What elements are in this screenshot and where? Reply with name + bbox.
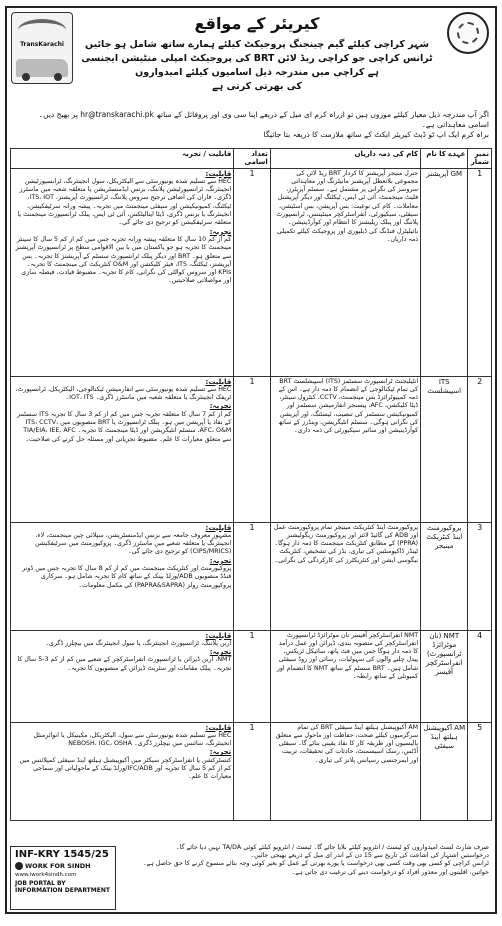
reference-number: INF-KRY 1545/25 bbox=[15, 849, 109, 860]
experience-label: تجربہ: bbox=[209, 556, 232, 565]
header-qualification: قابلیت / تجربہ bbox=[11, 149, 234, 169]
qualification-label: قابلیت: bbox=[205, 631, 232, 640]
intro-line: اگر آپ مندرجہ ذیل معیار کیلئے موزوں ہیں تو ازراہ کرم ای میل کے ذریعے اپنا سی وی اور پروفائل کے ساتھ hr@transkarachi.pk پر بھیج دیں۔ bbox=[38, 110, 489, 119]
table-row bbox=[11, 376, 492, 522]
header-count: تعداد اسامی bbox=[234, 149, 271, 169]
table-header-row bbox=[11, 149, 492, 169]
department-line: INFORMATION DEPARTMENT bbox=[15, 887, 110, 894]
table-row bbox=[11, 168, 492, 376]
table-row bbox=[11, 522, 492, 630]
note-line: خواتین، اقلیتوں اور معذور افراد کو درخواست دینے کی ترغیب دی جاتی ہے۔ bbox=[291, 868, 489, 876]
experience-text: پروکیورمنٹ اور کنٹریکٹ مینجمنٹ میں کم از کم 8 سال کا تجربہ جس میں ڈونر فنڈڈ منصوبوں ADB/ورلڈ بینک کے ساتھ کام کا تجربہ شامل ہو۔ سرکاری پروکیورمنٹ رولز (PAPRA&SAPRA) کی مکمل معلومات۔ bbox=[22, 565, 232, 589]
post-cell: ITS اسپیشلسٹ bbox=[421, 376, 468, 522]
logo-name: TransKarachi bbox=[20, 41, 64, 48]
experience-label: تجربہ: bbox=[209, 648, 232, 657]
government-seal-icon bbox=[447, 12, 489, 54]
work-for-sindh-label: WORK FOR SINDH bbox=[25, 862, 91, 870]
logo-wing-shape bbox=[18, 19, 66, 41]
qualification-label: قابلیت: bbox=[205, 377, 232, 386]
portal-link[interactable]: www.iwork4sindh.com bbox=[15, 872, 77, 878]
responsibilities-cell: پروکیورمنٹ اینڈ کنٹریکٹ مینیجر تمام پروکیورمنٹ عمل اور ADB کی گائیڈ لائنز اور پروکیورمنٹ ریگولیشنز (PPRA) کے مطابق کنٹریکٹ مینجمنٹ کا ذمہ دار ہوگا۔ ٹینڈر ڈاکیومنٹس کی تیاری، بڈز کی تشخیص، کنٹریکٹ نیگوسی ایشن اور کنٹریکٹرز کی کارکردگی کی نگرانی۔ bbox=[270, 522, 420, 630]
qualification-label: قابلیت: bbox=[205, 523, 232, 532]
work-for-sindh-icon bbox=[15, 862, 23, 870]
qualification-cell bbox=[11, 630, 234, 722]
qualification-text: HEC سے تسلیم شدہ یونیورسٹی سے انفارمیشن ٹیکنالوجی، الیکٹریکل، ٹرانسپورٹ، ٹریفک انجینئرنگ یا متعلقہ شعبہ میں ماسٹرز ڈگری۔ IOT، ITS۔ bbox=[15, 385, 232, 402]
qualification-label: قابلیت: bbox=[205, 723, 232, 732]
qualification-label: قابلیت: bbox=[205, 169, 232, 178]
post-cell: NMT (نان موٹرائزڈ ٹرانسپورٹ) انفراسٹرکچر آفیسر bbox=[421, 630, 468, 722]
responsibilities-cell: NMT انفراسٹرکچر آفیسر نان موٹرائزڈ ٹرانسپورٹ انفراسٹرکچر کی منصوبہ بندی، ڈیزائن اور عمل درآمد کا ذمہ دار ہوگا جس میں فٹ پاتھ، سائیکل ٹریکس، پیدل چلنے والوں کی سہولیات، رسائی اور روڈ سیفٹی شامل ہیں۔ BRT سسٹم کے ساتھ NMT کا انضمام اور کمیونٹی کے ساتھ رابطہ۔ bbox=[270, 630, 420, 722]
sno-cell: 2 bbox=[468, 376, 492, 522]
advertisement-page bbox=[5, 6, 497, 914]
sno-cell: 3 bbox=[468, 522, 492, 630]
jobs-table bbox=[10, 148, 492, 821]
count-cell: 1 bbox=[234, 168, 271, 376]
qualification-cell bbox=[11, 376, 234, 522]
transkarachi-logo bbox=[11, 12, 73, 84]
ad-title: کیریئر کے مواقع bbox=[194, 14, 320, 33]
note-line: صرف شارٹ لسٹ امیدواروں کو ٹیسٹ / انٹرویو کیلئے بلایا جائے گا۔ ٹیسٹ / انٹرویو کیلئے کوئی TA/DA نہیں دیا جائے گا۔ bbox=[175, 844, 489, 851]
sno-cell: 1 bbox=[468, 168, 492, 376]
sno-cell: 4 bbox=[468, 630, 492, 722]
ad-header bbox=[7, 8, 495, 108]
post-cell: AM آکیوپیشنل ہیلتھ اینڈ سیفٹی bbox=[421, 722, 468, 820]
department-line: JOB PORTAL BY bbox=[15, 880, 66, 887]
count-cell: 1 bbox=[234, 376, 271, 522]
table-row bbox=[11, 630, 492, 722]
note-line: ٹرانس کراچی کو کسی بھی وقت کسی بھی درخواست یا پورے بھرتی کے عمل کو بغیر کوئی وجہ بتائے منسوخ کرنے کا حق حاصل ہے۔ bbox=[142, 860, 489, 868]
lead-line: ٹرانس کراچی جو کراچی ریڈ لائن BRT کی پروجیکٹ امپلی منٹیشن ایجنسی ہے کراچی میں مندرجہ ذیل اسامیوں کیلئے امیدواروں bbox=[81, 53, 433, 78]
ad-lead bbox=[77, 38, 437, 94]
qualification-cell bbox=[11, 522, 234, 630]
responsibilities-cell: AM آکیوپیشنل ہیلتھ اینڈ سیفٹی BRT کی تمام سرگرمیوں کیلئے صحت، حفاظت اور ماحول سے متعلق پالیسیوں اور طریقہ کار کا نفاذ یقینی بنائے گا۔ سیفٹی آڈٹس، رسک اسیسمنٹ، حادثات کی تحقیقات، تربیت اور ایمرجنسی رسپانس پلانز کی تیاری۔ bbox=[270, 722, 420, 820]
work-for-sindh-badge bbox=[11, 860, 115, 872]
count-cell: 1 bbox=[234, 522, 271, 630]
post-cell: پروکیورمنٹ اینڈ کنٹریکٹ مینیجر bbox=[421, 522, 468, 630]
footer-block bbox=[10, 846, 116, 910]
lead-line: کی بھرتی کرتی ہے bbox=[212, 81, 302, 92]
notes-section bbox=[119, 844, 489, 877]
count-cell: 1 bbox=[234, 630, 271, 722]
qualification-text: اربن پلاننگ، ٹرانسپورٹ انجینئرنگ، یا سول انجینئرنگ میں بیچلرز ڈگری۔ bbox=[45, 639, 232, 647]
header-post: عہدے کا نام bbox=[421, 149, 468, 169]
experience-text: کنسٹرکشن یا انفراسٹرکچر سیکٹر میں آکیوپیشنل ہیلتھ اینڈ سیفٹی کمپلائنس میں کم از کم 5 سال کا تجربہ اور IFC/ADB/ورلڈ بینک کے ماحولیاتی اور سماجی معیارات کا علم۔ bbox=[19, 756, 232, 781]
responsibilities-cell: جنرل منیجر آپریشنز کا کردار BRT ریڈ لائن کی مجموعی بلاتعطل آپریشنز مانیٹرنگ اور معاہداتی سروسز کی نگرانی پر مشتمل ہے۔ سسٹم آپریٹرز، فلیٹ مینجمنٹ، آئی ٹی ایس، ٹیکٹنگ اور دیگر آپریشنل معاملات۔ کام کی نوعیت: بس آپریشن، بس اسٹیشن، سیفٹی، سیکیورٹی، انفراسٹرکچر مینٹیننس، ٹرانسپورٹ پلاننگ اور پبلک ریلیشنز کا انتظام اور کوآرڈینیشن۔ بائیلیٹرل فنڈنگ کی ڈیلیوری اور پروجیکٹ کیلئے تکمیلی ذمہ داریاں۔ bbox=[270, 168, 420, 376]
experience-label: تجربہ: bbox=[209, 748, 232, 757]
intro-line: اسامی معاہداتی ہے۔ bbox=[421, 120, 489, 129]
experience-label: تجربہ: bbox=[209, 402, 232, 411]
table-row bbox=[11, 722, 492, 820]
department-label bbox=[11, 878, 115, 896]
qualification-text: HEC سے تسلیم شدہ یونیورسٹی سے سول، الیکٹریکل، مکینیکل یا انوائرمنٹل انجینئرنگ، سائنس میں بیچلرز ڈگری۔ NEBOSH، IGC، OSHA bbox=[33, 731, 232, 748]
bus-icon bbox=[16, 59, 68, 77]
intro-text bbox=[13, 110, 489, 140]
experience-text: NMT، اربن ڈیزائن یا ٹرانسپورٹ انفراسٹرکچر کے شعبے میں کم از کم 3-5 سال کا تجربہ۔ پبلک مقامات اور سٹریٹ ڈیزائن کے منصوبوں کا تجربہ۔ bbox=[17, 656, 232, 672]
intro-line: براہ کرم ایک اپ ٹو ڈیٹ کیریئر ایکٹ کے ساتھ ملازمت کا ذریعہ بتا جائیگا bbox=[263, 130, 489, 139]
count-cell: 1 bbox=[234, 722, 271, 820]
header-sno: نمبر شمار bbox=[468, 149, 492, 169]
experience-text: کم از کم 7 سال کا متعلقہ تجربہ جس میں کم از کم 3 سال کا تجربہ ITS سسٹمز کے نفاذ یا آپریشن میں ہو۔ پبلک ٹرانسپورٹ یا BRT منصوبوں میں ITS، CCTV، AFC، O&M، سسٹم انٹیگریشن اور ڈیٹا مینجمنٹ کا تجربہ۔ TIA/EIA، IEE، AFC سے متعلق معیارات کا علم۔ مضبوط تجزیاتی اور مسئلہ حل کرنے کی صلاحیت۔ bbox=[17, 410, 232, 443]
experience-label: تجربہ: bbox=[209, 227, 232, 236]
header-responsibilities: کام کی ذمہ داریاں bbox=[270, 149, 420, 169]
note-line: درخواستیں اشتہار کی اشاعت کی تاریخ سے 15 دن کے اندر ای میل کے ذریعے بھیجی جائیں۔ bbox=[250, 852, 489, 860]
qualification-text: مشہور معروف جامعہ سے بزنس ایڈمنسٹریشن، سپلائی چین مینجمنٹ، لاء، انجینئرنگ یا متعلقہ شعبے میں ماسٹرز ڈگری۔ پروکیورمنٹ میں سرٹیفکیشن (CIPS/MRICS) کو ترجیح دی جائے گی۔ bbox=[35, 531, 232, 556]
qualification-cell bbox=[11, 722, 234, 820]
lead-line: شہر کراچی کیلئے گیم چینجنگ پروجیکٹ کیلئے ہمارے ساتھ شامل ہو جائیں bbox=[85, 39, 429, 50]
qualification-cell bbox=[11, 168, 234, 376]
qualification-text: HEC سے تسلیم شدہ یونیورسٹی سے الیکٹریکل، سول انجینئرنگ، ٹرانسپورٹیشن انجینئرنگ، ٹرانسپورٹیشن پلاننگ، بزنس ایڈمنسٹریشن یا متعلقہ شعبہ میں ماسٹرز ڈگری۔ فاران کی اضافی ترجیح سروس پلاننگ، ٹرانسپورٹ آپریشنز، ITS، IOT، ٹیکٹنگ، کمیونیکیشن اور سیفٹی مینجمنٹ میں تجربہ۔ پیشہ ورانہ سرٹیفکیشن، انجینئرنگ یا بزنس ڈگری، ڈیٹا اینالیٹکس، آئی ٹی ایس، پبلک ٹرانسپورٹ مینجمنٹ یا متعلقہ سرٹیفکیشن کو ترجیح دی جائے گی۔ bbox=[17, 177, 232, 227]
post-cell: GM آپریشنز bbox=[421, 168, 468, 376]
experience-text: کم از کم 10 سال کا متعلقہ پیشہ ورانہ تجربہ جس میں کم از کم 5 سال کا سینئر مینجمنٹ کا تجربہ ہو جو پاکستان میں یا بین الاقوامی سطح پر ٹرانسپورٹ آپریشنز سے متعلق ہو۔ BRT اور دیگر پبلک ٹرانسپورٹ سسٹم کے آپریشنز کا تجربہ۔ بس آپریشنز، ٹیکٹنگ، ITS، فیئر کلیکشن اور O&M کنٹریکٹ کی مینجمنٹ کا تجربہ۔ KPIs اور سروس کوالٹی کی نگرانی، کام کا تجربہ۔ مضبوط قیادت، فیصلہ سازی اور مواصلاتی صلاحیتیں۔ bbox=[15, 235, 232, 285]
responsibilities-cell: انٹیلیجنٹ ٹرانسپورٹ سسٹمز (ITS) اسپیشلسٹ BRT کی تمام ٹیکنالوجی کے انضمام کا ذمہ دار ہے۔ اس کے ذمہ کمپیوٹرائزڈ بس مینجمنٹ، CCTV، کنٹرول سینٹر، ڈیٹا کلیکشن، AFC، پیسنجر انفارمیشن سسٹمز اور کمیونیکیشن سسٹمز کی تنصیب، ٹیسٹنگ، اور آپریشن کی نگرانی ہوگی۔ سسٹم انٹیگریشن، وینڈرز کے ساتھ کوآرڈینیشن اور سائبر سیکیورٹی کی ذمہ داری۔ bbox=[270, 376, 420, 522]
sno-cell: 5 bbox=[468, 722, 492, 820]
